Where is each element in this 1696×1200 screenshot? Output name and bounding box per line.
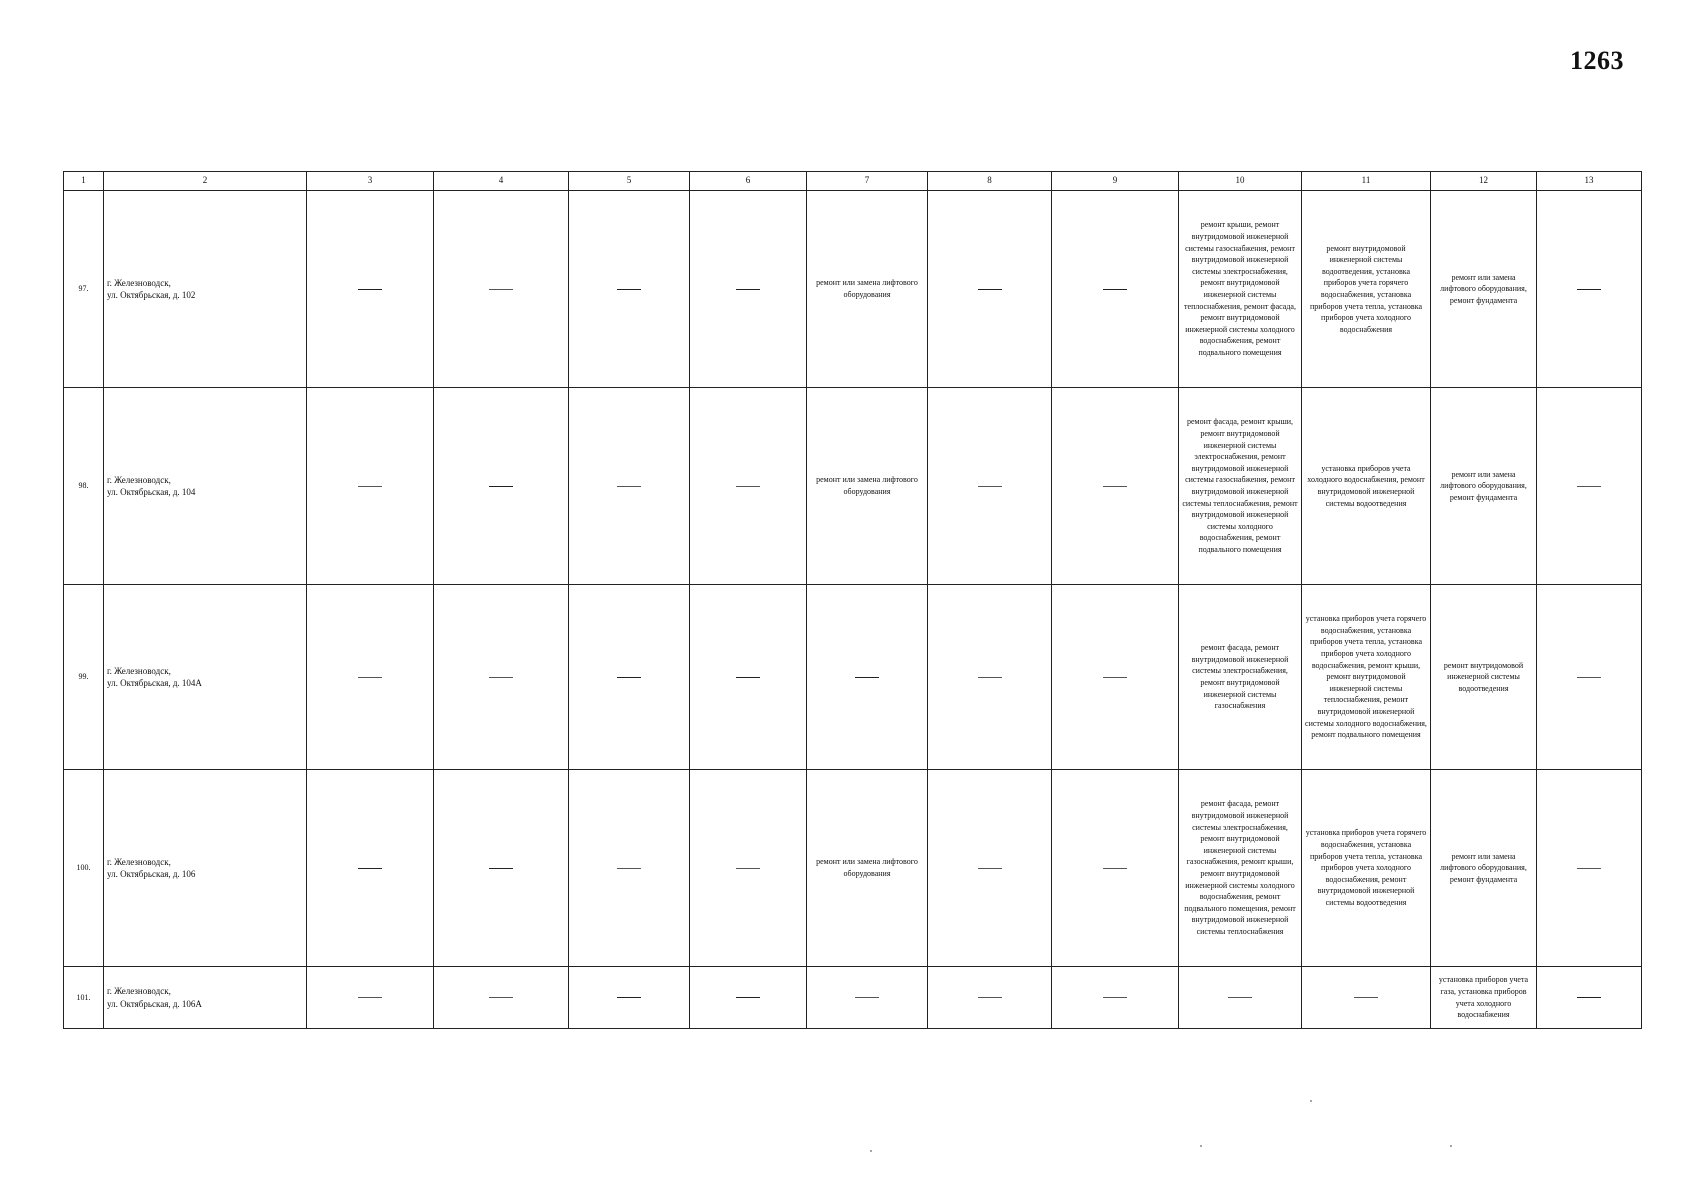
empty-cell [307,585,434,770]
dash-mark [736,289,760,290]
empty-cell [307,191,434,388]
dash-mark [855,677,879,678]
repair-schedule-table [63,171,1642,1029]
table-row [64,967,1642,1029]
scan-speck [1450,1145,1452,1147]
empty-cell [928,388,1052,585]
column-header: 12 [1431,172,1537,191]
column-header: 7 [807,172,928,191]
row-number: 98. [64,388,104,585]
dash-mark [489,997,513,998]
empty-cell [1537,967,1642,1029]
empty-cell [690,388,807,585]
address-street: ул. Октябрьская, д. 104 [107,487,196,497]
dash-mark [1577,677,1601,678]
dash-mark [489,868,513,869]
column-header: 2 [104,172,307,191]
dash-mark [1577,997,1601,998]
work-cell-col11: установка приборов учета горячего водоснабжения, установка приборов учета тепла, установка приборов учета холодного водоснабжения, ремонт крыши, ремонт внутридомовой инженерной системы теплоснабжения, ремонт внутридомовой инженерной системы холодного водоснабжения, ремонт подвального помещения [1302,585,1431,770]
empty-cell [434,770,569,967]
dash-mark [978,677,1002,678]
empty-cell [307,967,434,1029]
address-cell [104,388,307,585]
empty-cell [1537,191,1642,388]
dash-mark [736,997,760,998]
dash-mark [978,486,1002,487]
empty-cell [690,585,807,770]
dash-mark [978,868,1002,869]
scan-speck [1310,1100,1312,1102]
empty-cell [1179,967,1302,1029]
empty-cell [1537,388,1642,585]
dash-mark [1577,486,1601,487]
address-street: ул. Октябрьская, д. 106А [107,998,202,1009]
empty-cell [807,967,928,1029]
empty-cell [569,191,690,388]
empty-cell [690,191,807,388]
empty-cell [1052,967,1179,1029]
table-row [64,585,1642,770]
work-cell-col10: ремонт фасада, ремонт внутридомовой инженерной системы электроснабжения, ремонт внутридомовой инженерной системы газоснабжения, ремонт крыши, ремонт внутридомовой инженерной системы холодного водоснабжения, ремонт подвального помещения, ремонт внутридомовой инженерной системы теплоснабжения [1179,770,1302,967]
column-header: 1 [64,172,104,191]
table-row [64,388,1642,585]
work-cell-col12: ремонт или замена лифтового оборудования, ремонт фундамента [1431,191,1537,388]
work-cell-col7: ремонт или замена лифтового оборудования [807,191,928,388]
work-cell-col7: ремонт или замена лифтового оборудования [807,388,928,585]
work-cell-col12: ремонт внутридомовой инженерной системы водоотведения [1431,585,1537,770]
address-street: ул. Октябрьская, д. 104А [107,678,202,688]
empty-cell [1537,770,1642,967]
column-header: 9 [1052,172,1179,191]
address-city: г. Железноводск, [107,665,171,676]
dash-mark [617,868,641,869]
dash-mark [978,289,1002,290]
dash-mark [617,486,641,487]
empty-cell [1052,585,1179,770]
column-header: 3 [307,172,434,191]
dash-mark [1577,289,1601,290]
dash-mark [617,289,641,290]
empty-cell [807,585,928,770]
work-cell-col12: ремонт или замена лифтового оборудования, ремонт фундамента [1431,770,1537,967]
address-cell [104,770,307,967]
empty-cell [1052,388,1179,585]
work-cell-col7: ремонт или замена лифтового оборудования [807,770,928,967]
work-cell-col12: ремонт или замена лифтового оборудования, ремонт фундамента [1431,388,1537,585]
work-cell-col11: установка приборов учета горячего водоснабжения, установка приборов учета тепла, установка приборов учета холодного водоснабжения, ремонт внутридомовой инженерной системы водоотведения [1302,770,1431,967]
empty-cell [928,585,1052,770]
dash-mark [1103,289,1127,290]
dash-mark [978,997,1002,998]
empty-cell [434,191,569,388]
empty-cell [1302,967,1431,1029]
column-number-header-row [64,172,1642,191]
work-cell-col11: ремонт внутридомовой инженерной системы водоотведения, установка приборов учета горячего водоснабжения, установка приборов учета тепла, установка приборов учета холодного водоснабжения [1302,191,1431,388]
work-cell-col10: ремонт фасада, ремонт крыши, ремонт внутридомовой инженерной системы электроснабжения, ремонт внутридомовой инженерной системы газоснабжения, ремонт внутридомовой инженерной системы теплоснабжения, ремонт внутридомовой инженерной системы холодного водоснабжения, ремонт подвального помещения [1179,388,1302,585]
dash-mark [736,677,760,678]
dash-mark [1103,868,1127,869]
table-row [64,770,1642,967]
column-header: 8 [928,172,1052,191]
row-number: 101. [64,967,104,1029]
dash-mark [489,289,513,290]
empty-cell [569,967,690,1029]
column-header: 5 [569,172,690,191]
dash-mark [489,486,513,487]
scan-speck [870,1150,872,1152]
work-cell-col10: ремонт крыши, ремонт внутридомовой инженерной системы газоснабжения, ремонт внутридомовой инженерной системы электроснабжения, ремонт внутридомовой инженерной системы теплоснабжения, ремонт фасада, ремонт внутридомовой инженерной системы холодного водоснабжения, ремонт подвального помещения [1179,191,1302,388]
address-city: г. Железноводск, [107,474,171,485]
empty-cell [434,388,569,585]
empty-cell [928,770,1052,967]
column-header: 4 [434,172,569,191]
dash-mark [736,868,760,869]
dash-mark [1577,868,1601,869]
empty-cell [434,967,569,1029]
empty-cell [434,585,569,770]
column-header: 10 [1179,172,1302,191]
dash-mark [358,997,382,998]
row-number: 100. [64,770,104,967]
dash-mark [855,997,879,998]
page-number: 1263 [1570,46,1624,75]
address-cell [104,585,307,770]
address-street: ул. Октябрьская, д. 106 [107,869,196,879]
dash-mark [489,677,513,678]
empty-cell [307,770,434,967]
empty-cell [928,191,1052,388]
dash-mark [617,997,641,998]
dash-mark [358,677,382,678]
address-street: ул. Октябрьская, д. 102 [107,290,196,300]
dash-mark [358,289,382,290]
dash-mark [736,486,760,487]
dash-mark [1103,677,1127,678]
scan-speck [1200,1145,1202,1147]
dash-mark [358,868,382,869]
column-header: 6 [690,172,807,191]
table-row [64,191,1642,388]
address-cell [104,191,307,388]
column-header: 11 [1302,172,1431,191]
work-cell-col12: установка приборов учета газа, установка приборов учета холодного водоснабжения [1431,967,1537,1029]
empty-cell [1052,770,1179,967]
empty-cell [1052,191,1179,388]
address-city: г. Железноводск, [107,986,171,997]
dash-mark [617,677,641,678]
address-city: г. Железноводск, [107,277,171,288]
dash-mark [358,486,382,487]
empty-cell [690,770,807,967]
empty-cell [928,967,1052,1029]
row-number: 99. [64,585,104,770]
empty-cell [690,967,807,1029]
empty-cell [569,585,690,770]
work-cell-col10: ремонт фасада, ремонт внутридомовой инженерной системы электроснабжения, ремонт внутридомовой инженерной системы газоснабжения [1179,585,1302,770]
dash-mark [1228,997,1252,998]
address-cell [104,967,307,1029]
dash-mark [1103,997,1127,998]
empty-cell [569,770,690,967]
work-cell-col11: установка приборов учета холодного водоснабжения, ремонт внутридомовой инженерной системы водоотведения [1302,388,1431,585]
column-header: 13 [1537,172,1642,191]
empty-cell [307,388,434,585]
address-city: г. Железноводск, [107,856,171,867]
dash-mark [1103,486,1127,487]
dash-mark [1354,997,1378,998]
empty-cell [569,388,690,585]
row-number: 97. [64,191,104,388]
empty-cell [1537,585,1642,770]
